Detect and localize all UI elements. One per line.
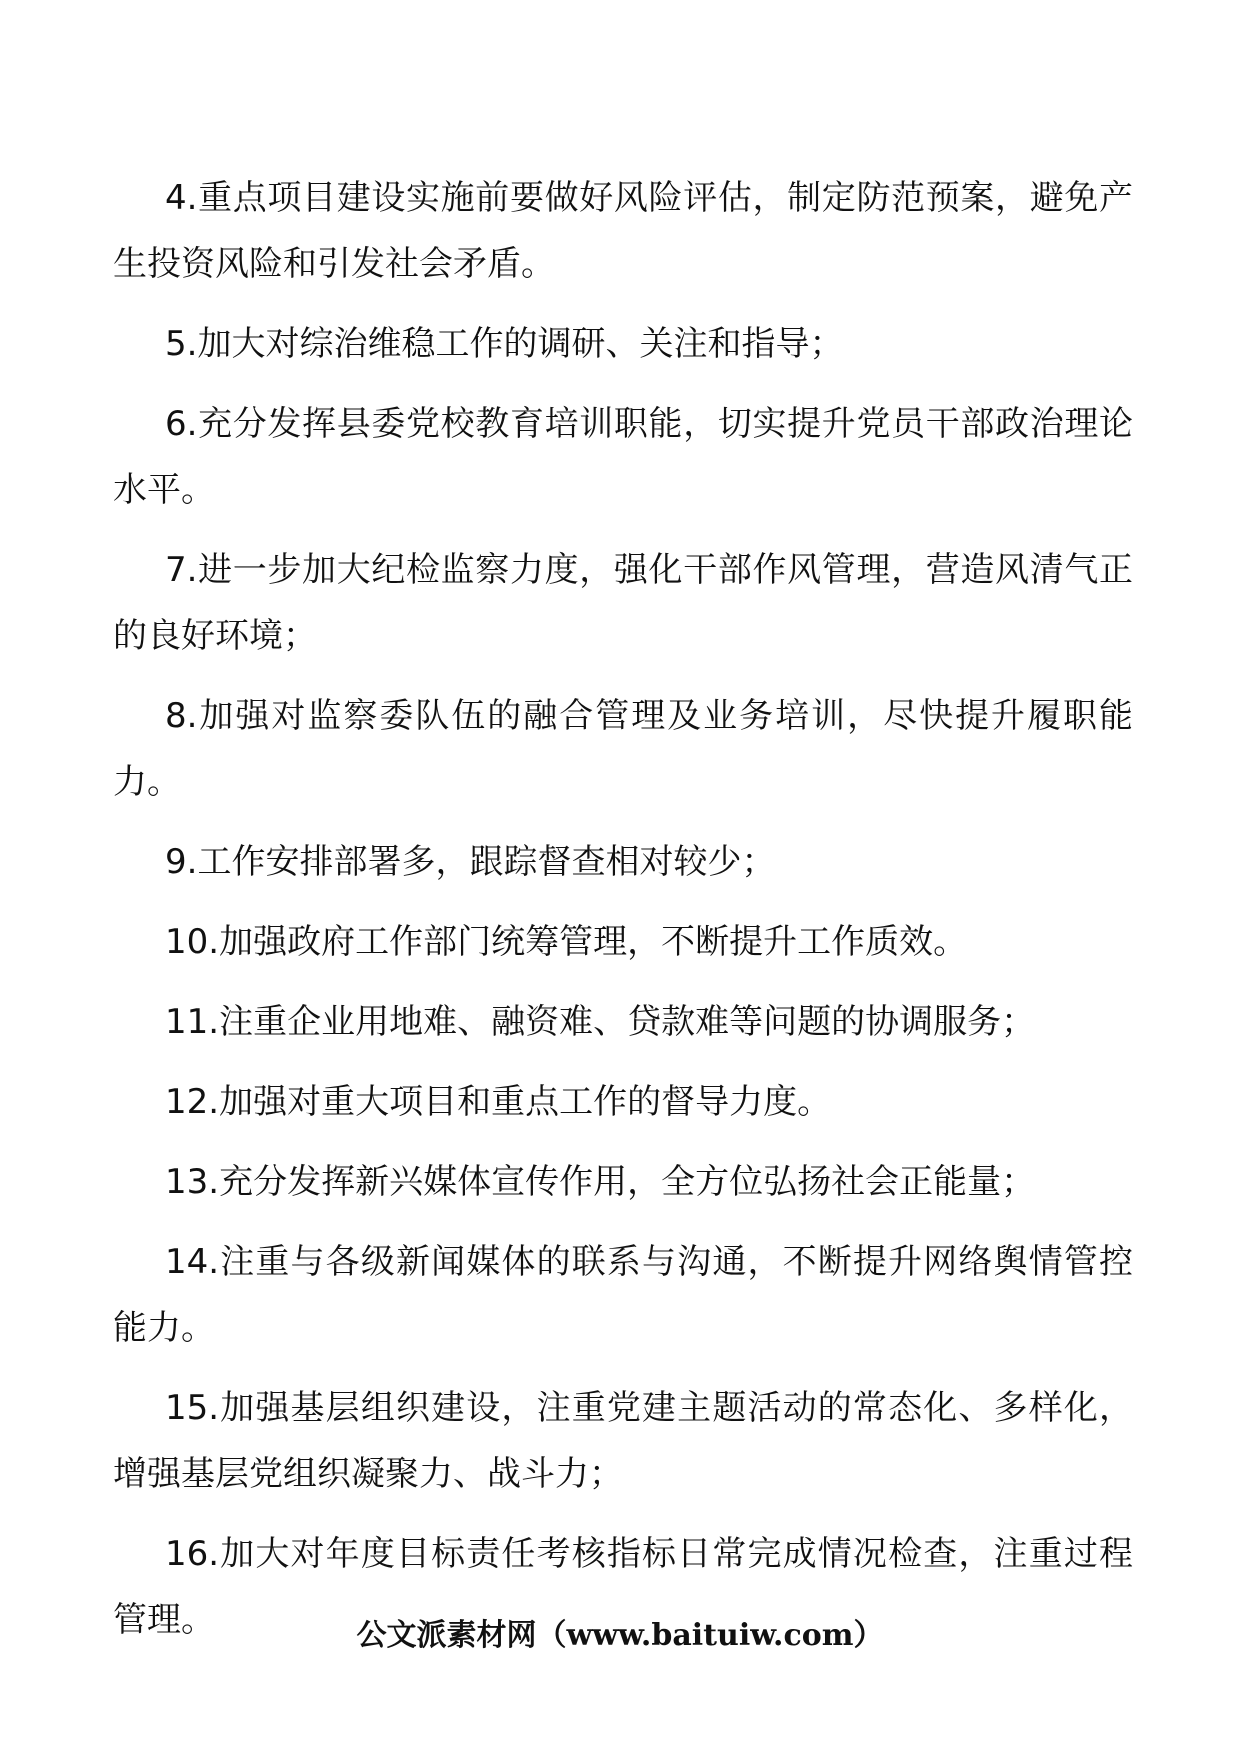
- list-item: 12.加强对重大项目和重点工作的督导力度。: [165, 1082, 832, 1122]
- list-item: 14.注重与各级新闻媒体的联系与沟通，不断提升网络舆情管控能力。: [113, 1242, 1133, 1348]
- list-item: 4.重点项目建设实施前要做好风险评估，制定防范预案，避免产生投资风险和引发社会矛盾。: [113, 178, 1133, 284]
- list-item: 11.注重企业用地难、融资难、贷款难等问题的协调服务；: [165, 1002, 1036, 1042]
- list-item: 7.进一步加大纪检监察力度，强化干部作风管理，营造风清气正的良好环境；: [113, 550, 1133, 656]
- list-item: 9.工作安排部署多，跟踪督查相对较少；: [165, 842, 776, 882]
- list-item: 10.加强政府工作部门统筹管理，不断提升工作质效。: [165, 922, 968, 962]
- document-body: [113, 165, 1133, 1667]
- list-item: 16.加大对年度目标责任考核指标日常完成情况检查，注重过程管理。: [113, 1534, 1133, 1640]
- list-item: 8.加强对监察委队伍的融合管理及业务培训，尽快提升履职能力。: [113, 696, 1133, 802]
- list-item: 5.加大对综治维稳工作的调研、关注和指导；: [165, 324, 844, 364]
- page-footer: 公文派素材网（www.baituiw.com）: [356, 1618, 884, 1653]
- list-item: 6.充分发挥县委党校教育培训职能，切实提升党员干部政治理论水平。: [113, 404, 1133, 510]
- list-item: 15.加强基层组织建设，注重党建主题活动的常态化、多样化，增强基层党组织凝聚力、战斗力；: [113, 1388, 1133, 1494]
- list-item: 13.充分发挥新兴媒体宣传作用，全方位弘扬社会正能量；: [165, 1162, 1036, 1202]
